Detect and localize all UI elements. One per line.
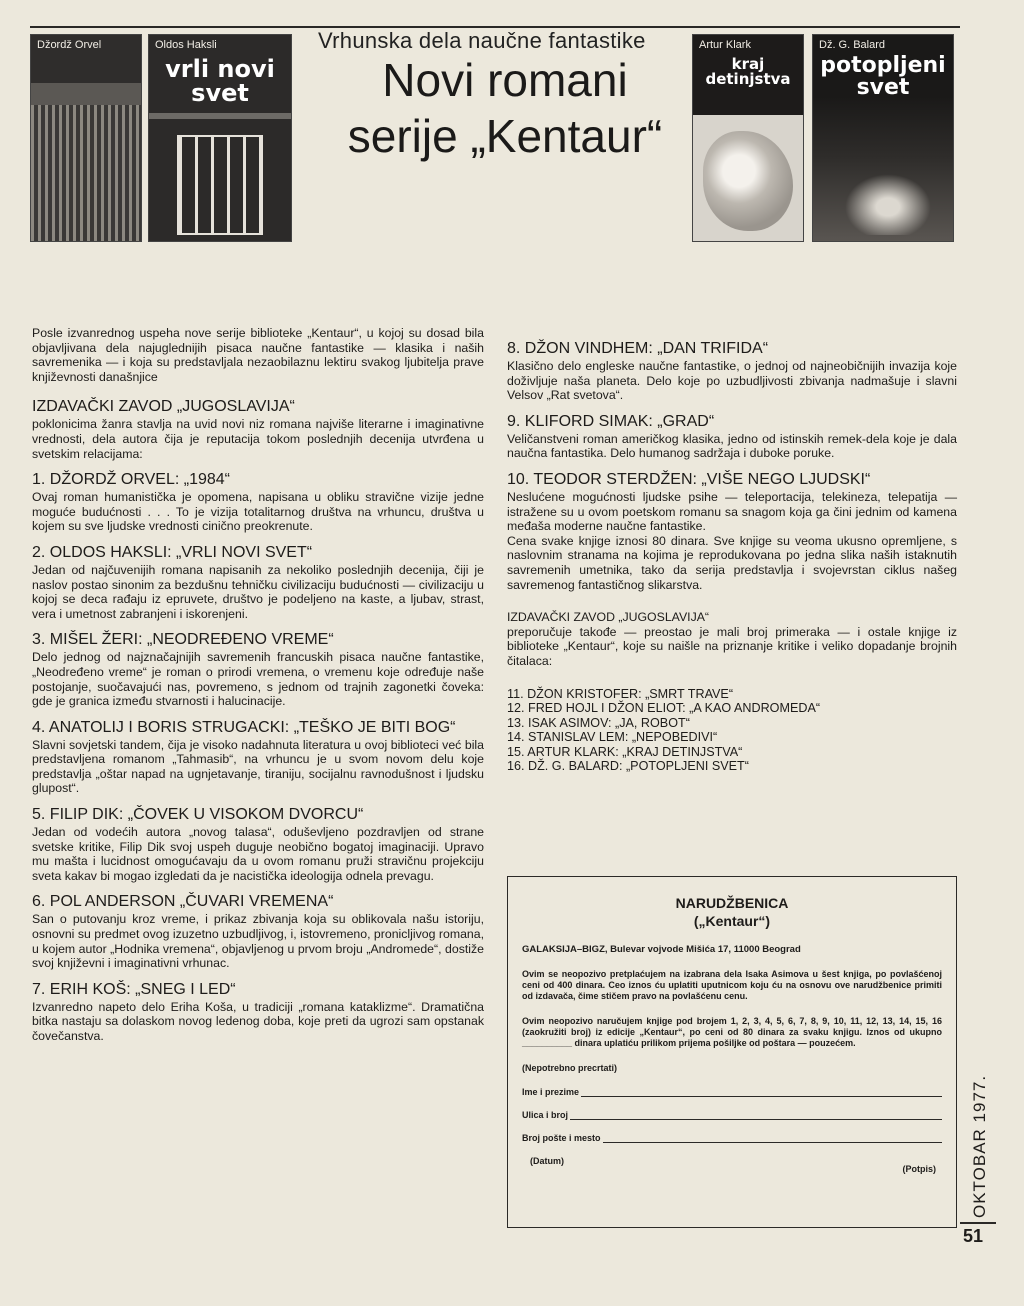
page-number-rule (960, 1222, 996, 1224)
book-cover-orwell (30, 34, 142, 242)
street-field[interactable] (570, 1110, 942, 1120)
order-form (507, 876, 957, 1228)
book-heading: 3. MIŠEL ŽERI: „NEODREĐENO VREME“ (32, 631, 334, 649)
post-field-row (522, 1133, 942, 1143)
cover-band (149, 113, 291, 119)
name-label: Ime i prezime (522, 1087, 580, 1097)
cover-title: vrli novi svet (165, 55, 275, 107)
list-item: 11. DŽON KRISTOFER: „SMRT TRAVE“ (507, 686, 734, 701)
publisher-paragraph: poklonicima žanra stavlja na uvid novi niz romana najviše literarne i imaginativne vrednosti, dela autora čija je reputacija tokom poslednjih decenija utvrđena u svetskim relacijama: (32, 417, 484, 461)
book-description: Jedan od najčuvenijih romana napisanih za nekoliko poslednjih decenija, čiji je naslov postao sinonim za bezdušnu tehničku civilizaciju budućnosti — civilizaciju u kojoj se deca rađaju iz epruvete, društvo je podeljeno na kaste, a ljubav, strast, vera i umetnost zabranjeni i iskorenjeni. (32, 562, 484, 621)
list-item: 13. ISAK ASIMOV: „JA, ROBOT“ (507, 715, 690, 730)
book-description: Neslućene mogućnosti ljudske psihe — teleportacija, telekineza, telepatija — istražene su u ovom poetskom romanu sa snagom koja ga čini jednim od kamena međaša moderne naučne fantastike. (507, 489, 957, 534)
cover-author: Dž. G. Balard (819, 39, 886, 51)
book-description: Ovaj roman humanistička je opomena, napisana u obliku stravične vizije jedne moguće budućnosti . . . To je vizija totalitarnog društva na vrhuncu, društva u kojem su sve ljudske vrednosti cinično preokrenute. (32, 490, 484, 534)
order-form-note: (Nepotrebno precrtati) (522, 1063, 618, 1073)
order-form-address: GALAKSIJA–BIGZ, Bulevar vojvode Mišića 17, 11000 Beograd (522, 944, 801, 955)
cover-art (177, 135, 263, 235)
book-heading: 10. TEODOR STERDŽEN: „VIŠE NEGO LJUDSKI“ (507, 470, 871, 488)
book-heading: 4. ANATOLIJ I BORIS STRUGACKI: „TEŠKO JE BITI BOG“ (32, 718, 456, 736)
page-number: 51 (963, 1226, 984, 1246)
article-kicker: Vrhunska dela naučne fantastike (318, 28, 646, 53)
signature-row (522, 1156, 942, 1174)
cover-band (31, 83, 141, 105)
cover-title: kraj detinjstva (705, 55, 791, 88)
book-cover-huxley (148, 34, 292, 242)
book-heading: 7. ERIH KOŠ: „SNEG I LED“ (32, 980, 236, 998)
book-description: Klasično delo engleske naučne fantastike, o jednoj od najneobičnijih invazija koje doživljuje naša planeta. Delo koje po uzbudljivosti zbivanja nadmašuje i slavni Velsov „Rat svetova“. (507, 359, 957, 403)
recommend-paragraph: preporučuje takođe — preostao je mali broj primeraka — i ostale knjige iz biblioteke „Kentaur“, koje su naišle na priznanje kritike i veliko dopadanje brojnih čitalaca: (507, 624, 957, 668)
article-title (325, 52, 685, 164)
book-heading: 2. OLDOS HAKSLI: „VRLI NOVI SVET“ (32, 543, 313, 561)
book-cover-ballard (812, 34, 954, 242)
cover-art (703, 131, 793, 231)
book-cover-clarke (692, 34, 804, 242)
book-heading: 8. DŽON VINDHEM: „DAN TRIFIDA“ (507, 340, 769, 357)
cover-author: Oldos Haksli (155, 39, 217, 51)
article-title-line1: Novi romani (382, 54, 628, 106)
list-item: 12. FRED HOJL I DŽON ELIOT: „A KAO ANDROMEDA“ (507, 701, 821, 715)
name-field[interactable] (581, 1087, 942, 1097)
street-field-row (522, 1110, 942, 1120)
post-field[interactable] (603, 1133, 942, 1143)
book-heading: 6. POL ANDERSON „ČUVARI VREMENA“ (32, 893, 334, 911)
other-books-list (507, 687, 957, 774)
date-label: (Datum) (530, 1156, 564, 1166)
order-form-subtitle: („Kentaur“) (693, 913, 771, 929)
list-item: 15. ARTUR KLARK: „KRAJ DETINJSTVA“ (507, 744, 743, 759)
book-description: Veličanstveni roman američkog klasika, jedno od istinskih remek-dela koje je dala naučna fantastika. Delo humanog sadržaja i duboke poruke. (507, 431, 957, 461)
order-form-title: NARUDŽBENICA (675, 895, 789, 911)
article-title-line2: serije „Kentaur“ (347, 110, 663, 162)
right-column (507, 340, 957, 774)
book-heading: 9. KLIFORD SIMAK: „GRAD“ (507, 412, 715, 430)
recommend-heading: IZDAVAČKI ZAVOD „JUGOSLAVIJA“ (507, 610, 710, 625)
cover-author: Džordž Orvel (37, 39, 102, 51)
post-label: Broj pošte i mesto (522, 1133, 601, 1143)
book-heading: 5. FILIP DIK: „ČOVEK U VISOKOM DVORCU“ (32, 806, 364, 824)
intro-paragraph: Posle izvanrednog uspeha nove serije biblioteke „Kentaur“, u kojoj su dosad bila objavljivana dela najuglednijih pisaca naučne fantastike — klasika i naših savremenika — i koja su predstavljala nezaobilaznu lektiru svakog ljubitelja prave književnosti današnjice (32, 326, 484, 384)
order-form-subscription-text: Ovim se neopozivo pretplaćujem na izabrana dela Isaka Asimova u šest knjiga, po povlašćenoj ceni od 400 dinara. Ceo iznos ću uplatiti uputnicom koju ću na osnovu ove narudžbenice primiti od izdavača, čime stičem pravo na povlašćenu cenu. (522, 969, 942, 1001)
book-description: Slavni sovjetski tandem, čija je visoko nadahnuta literatura u ovoj biblioteci već bila predstavljena romanom „Tahmasib“, na vrhuncu je u svom novom delu koje predstavlja „oštar napad na ugnjetavanje, tiraniju, socijalnu ravnodušnost i ljudsku glupost“. (32, 737, 484, 796)
price-paragraph: Cena svake knjige iznosi 80 dinara. Sve knjige su veoma ukusno opremljene, s naslovnim stranama na kojima je reprodukovana po jedna slika naših istaknutih savremenih umetnika, tako da serija predstavlja i svojevrstan ciklus našeg savremenog fantastičnog slikarstva. (507, 533, 957, 592)
issue-month-label: OKTOBAR 1977. (970, 1074, 989, 1218)
list-item: 14. STANISLAV LEM: „NEPOBEDIVI“ (507, 730, 718, 744)
cover-art (31, 105, 141, 241)
book-description: Jedan od vodećih autora „novog talasa“, oduševljeno pozdravljen od strane svetske kritike, Filip Dik svoj uspeh duguje neobično bogatoj imaginaciji. Upravo mu mašta i lucidnost omogućavaju da u ovom romanu pruži stravičnu projekciju sveta kakav bi mogao izgledati da je nacistička ideologija odnela prevagu. (32, 825, 484, 883)
book-heading: 1. DŽORDŽ ORVEL: „1984“ (32, 471, 230, 489)
list-item: 16. DŽ. G. BALARD: „POTOPLJENI SVET“ (507, 759, 749, 773)
name-field-row (522, 1087, 942, 1097)
signature-label: (Potpis) (902, 1164, 936, 1174)
book-description: Izvanredno napeto delo Eriha Koša, u tradiciji „romana kataklizme“. Dramatična bitka nastaju sa dolaskom novog ledenog doba, koje preti da ugrozi sam opstanak čovečanstva. (32, 999, 484, 1043)
publisher-heading: IZDAVAČKI ZAVOD „JUGOSLAVIJA“ (32, 398, 295, 416)
book-description: San o putovanju kroz vreme, i prikaz zbivanja koja su oblikovala našu istoriju, osnovni su predmet ovog izuzetno uzbudljivog, i, istovremeno, pronicljivog romana, u kojem autor „Hodnika vremena“, objavljenog u prvom broju „Andromede“, dostiže svoj književni i imaginativni vrhunac. (32, 912, 484, 971)
left-column (32, 326, 484, 1044)
street-label: Ulica i broj (522, 1110, 569, 1120)
book-description: Delo jednog od najznačajnijih savremenih francuskih pisaca naučne fantastike, „Neodređeno vreme“ je roman o prirodi vremena, o vremenu koje određuje naše postojanje, suočavajući nas, povremeno, s jednom od trajnih zagonetki čoveka: gde je granica između stvarnosti i halucinacije. (32, 650, 484, 709)
cover-art (833, 165, 943, 235)
order-form-order-text: Ovim neopozivo naručujem knjige pod brojem 1, 2, 3, 4, 5, 6, 7, 8, 9, 10, 11, 12, 13, 14, 15, 16 (zaokružiti broj) iz edicije „Kentaur“, po ceni od 80 dinara za svaku knjigu. Iznos od ukupno __________ dinara uplatiću prilikom prijema pošiljke od poštara — pouzećem. (522, 1016, 942, 1048)
cover-author: Artur Klark (699, 39, 751, 51)
cover-title: potopljeni svet (820, 53, 946, 100)
